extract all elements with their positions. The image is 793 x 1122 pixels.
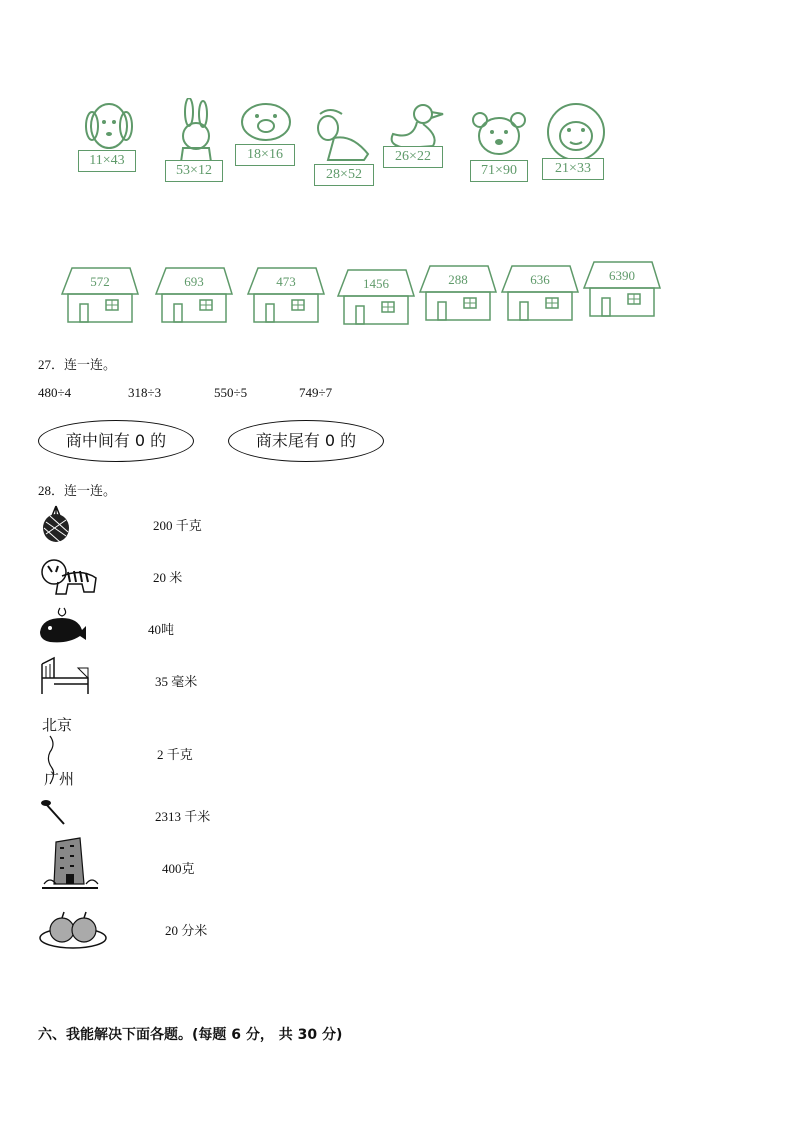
dog-expr: 11×43: [78, 150, 136, 172]
unit-option[interactable]: 20 分米: [165, 923, 208, 938]
pineapple-picture: [38, 504, 74, 544]
unit-option[interactable]: 2 千克: [157, 747, 193, 762]
nail-icon: [40, 798, 70, 828]
section-6-heading: 六、我能解决下面各题。(每题 6 分， 共 30 分): [38, 1027, 343, 1043]
pineapple-icon: [38, 504, 74, 544]
unit-option[interactable]: 20 米: [153, 570, 183, 585]
house-number: 693: [184, 274, 204, 289]
house-6: [500, 264, 580, 322]
monkey-expr: 21×33: [542, 158, 604, 180]
whale-picture: [38, 606, 88, 646]
q27-oval-middle-zero[interactable]: 商中间有 0 的: [38, 420, 194, 462]
house-3: [246, 266, 326, 324]
bed-picture: [38, 654, 92, 698]
animal-dog: [78, 98, 140, 178]
animal-monkey: [540, 102, 612, 184]
q27-expression: 550÷5: [214, 385, 248, 400]
animal-pig: [235, 100, 297, 174]
pig-expr: 18×16: [235, 144, 295, 166]
bear-expr: 71×90: [470, 160, 528, 182]
q27-oval-end-zero[interactable]: 商末尾有 0 的: [228, 420, 384, 462]
house-1: [60, 266, 140, 324]
animal-duck: [383, 100, 447, 174]
house-number: 6390: [609, 268, 635, 283]
animal-goat: [306, 104, 376, 190]
beijing-guangzhou-map: [40, 712, 84, 792]
house-4: [336, 268, 416, 326]
unit-option[interactable]: 200 千克: [153, 518, 202, 533]
map-label-beijing: 北京: [42, 716, 73, 734]
house-number: 288: [448, 272, 468, 287]
rabbit-expr: 53×12: [165, 160, 223, 182]
animal-bear: [468, 110, 532, 184]
house-5: [418, 264, 498, 322]
house-number: 1456: [363, 276, 389, 291]
house-2: [154, 266, 234, 324]
apples-plate-picture: [38, 908, 108, 950]
duck-expr: 26×22: [383, 146, 443, 168]
unit-option[interactable]: 2313 千米: [155, 809, 211, 824]
tiger-icon: [38, 554, 102, 598]
q27-title: 27．连一连。: [38, 357, 117, 372]
animal-rabbit: [165, 98, 227, 184]
nail-picture: [40, 798, 70, 828]
unit-option[interactable]: 40吨: [148, 622, 175, 637]
house-number: 473: [276, 274, 296, 289]
tiger-picture: [38, 554, 102, 598]
building-icon: [40, 836, 100, 892]
map-label-guangzhou: 广州: [44, 770, 75, 788]
house-7: [582, 260, 662, 318]
q27-expression: 480÷4: [38, 385, 72, 400]
goat-expr: 28×52: [314, 164, 374, 186]
q27-expression: 318÷3: [128, 385, 162, 400]
whale-icon: [38, 606, 88, 646]
q27-expression: 749÷7: [299, 385, 333, 400]
house-number: 636: [530, 272, 550, 287]
unit-option[interactable]: 35 毫米: [155, 674, 198, 689]
building-picture: [40, 836, 100, 892]
unit-option[interactable]: 400克: [162, 861, 195, 876]
bed-icon: [38, 654, 92, 698]
q28-title: 28．连一连。: [38, 483, 117, 498]
house-number: 572: [90, 274, 110, 289]
apples-icon: [38, 908, 108, 950]
